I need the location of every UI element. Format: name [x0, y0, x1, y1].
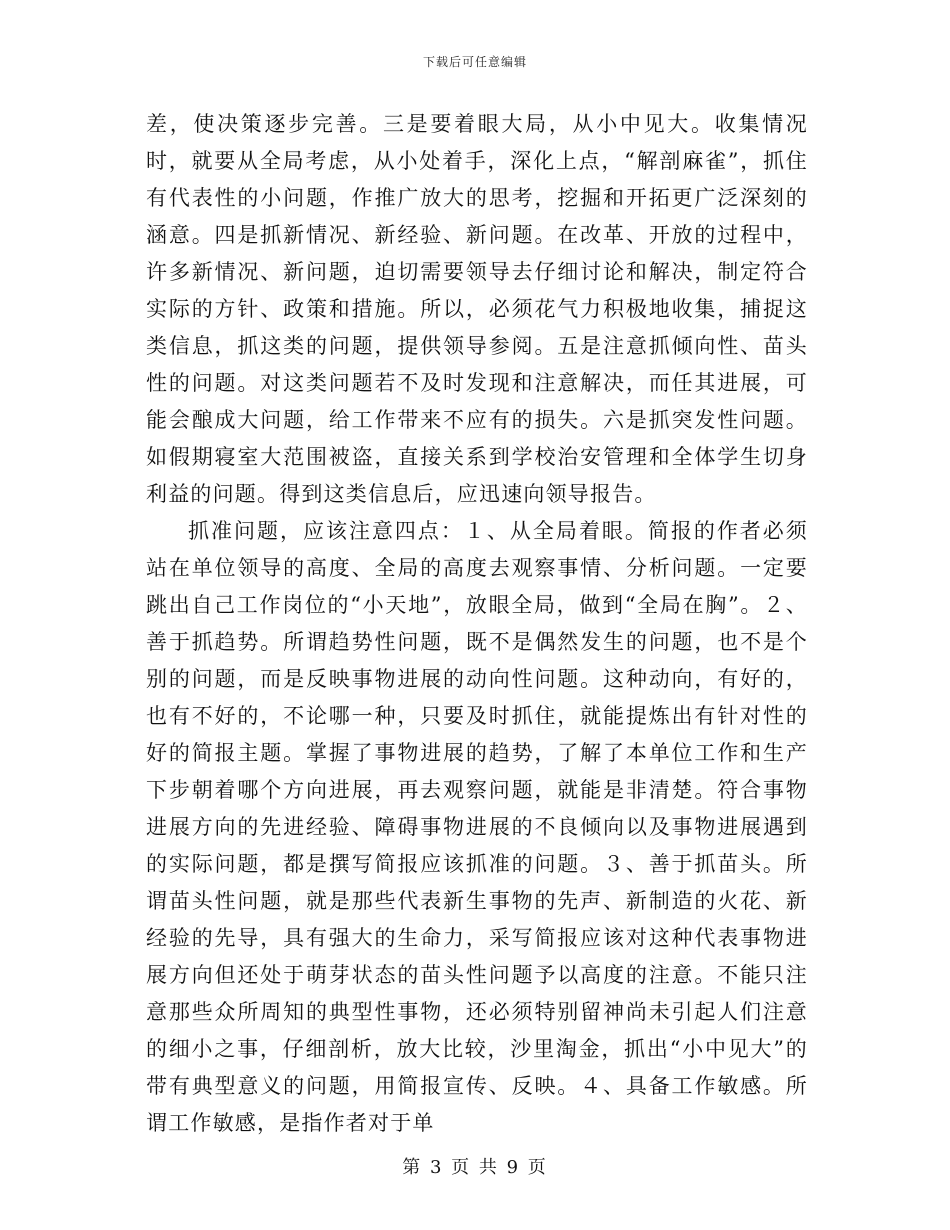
document-body: [146, 106, 808, 1142]
page-header-note: 下载后可任意编辑: [422, 55, 527, 69]
body-paragraph-1: 差，使决策逐步完善。三是要着眼大局，从小中见大。收集情况时，就要从全局考虑，从小处着手，深化上点，“解剖麻雀”，抓住有代表性的小问题，作推广放大的思考，挖掘和开拓更广泛深刻的涵意。四是抓新情况、新经验、新问题。在改革、开放的过程中，许多新情况、新问题，迫切需要领导去仔细讨论和解决，制定符合实际的方针、政策和措施。所以，必须花气力积极地收集，捕捉这类信息，抓这类的问题，提供领导参阅。五是注意抓倾向性、苗头性的问题。对这类问题若不及时发现和注意解决，而任其进展，可能会酿成大问题，给工作带来不应有的损失。六是抓突发性问题。如假期寝室大范围被盗，直接关系到学校治安管理和全体学生切身利益的问题。得到这类信息后，应迅速向领导报告。: [146, 112, 808, 506]
page-number-footer: 第 3 页 共 9 页: [402, 1157, 548, 1178]
body-paragraph-2: 抓准问题，应该注意四点：１、从全局着眼。简报的作者必须站在单位领导的高度、全局的高度去观察事情、分析问题。一定要跳出自己工作岗位的“小天地”，放眼全局，做到“全局在胸”。２、善于抓趋势。所谓趋势性问题，既不是偶然发生的问题，也不是个别的问题，而是反映事物进展的动向性问题。这种动向，有好的，也有不好的，不论哪一种，只要及时抓住，就能提炼出有针对性的好的简报主题。掌握了事物进展的趋势，了解了本单位工作和生产下步朝着哪个方向进展，再去观察问题，就能是非清楚。符合事物进展方向的先进经验、障碍事物进展的不良倾向以及事物进展遇到的实际问题，都是撰写简报应该抓准的问题。３、善于抓苗头。所谓苗头性问题，就是那些代表新生事物的先声、新制造的火花、新经验的先导，具有强大的生命力，采写简报应该对这种代表事物进展方向但还处于萌芽状态的苗头性问题予以高度的注意。不能只注意那些众所周知的典型性事物，还必须特别留神尚未引起人们注意的细小之事，仔细剖析，放大比较，沙里淘金，抓出“小中见大”的带有典型意义的问题，用简报宣传、反映。４、具备工作敏感。所谓工作敏感，是指作者对于单: [146, 519, 808, 1135]
